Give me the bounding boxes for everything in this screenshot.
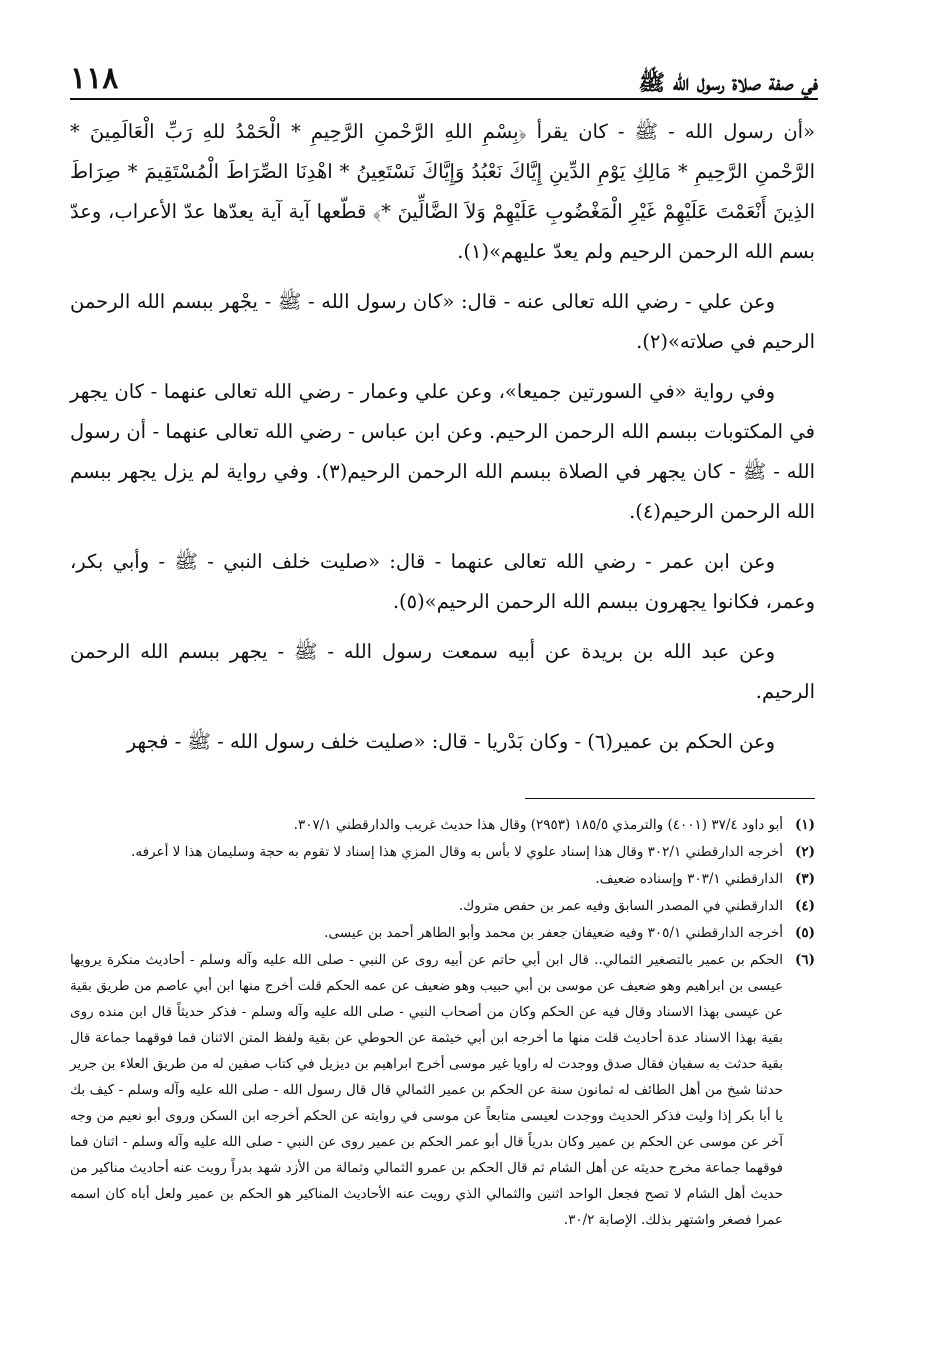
footnote xyxy=(70,866,815,892)
footnote xyxy=(70,839,815,865)
page-number: ١١٨ xyxy=(70,61,119,96)
paragraph-buraydah-hadith: وعن عبد الله بن بريدة عن أبيه سمعت رسول الله - ﷺ - يجهر ببسم الله الرحمن الرحيم. xyxy=(70,640,815,703)
footnote-text: أخرجه الدارقطني ٣٠٢/١ وقال هذا إسناد علوي لا بأس به وقال المزي هذا إسناد لا تقوم به حجة وسليمان هذا لا أعرفه. xyxy=(131,844,783,860)
footnote xyxy=(70,893,815,919)
paragraph-ali-hadith: وعن علي - رضي الله تعالى عنه - قال: «كان رسول الله - ﷺ - يجْهر ببسم الله الرحمن الرحيم في صلاته»(٢). xyxy=(70,290,815,353)
footnote-number: (٢) xyxy=(794,844,815,860)
main-text xyxy=(70,112,815,772)
footnote-number: (٦) xyxy=(794,952,815,968)
footnote xyxy=(70,920,815,946)
paragraph-two-surahs-riwaya: وفي رواية «في السورتين جميعا»، وعن علي وعمار - رضي الله تعالى عنهما - كان يجهر في المكتوبات ببسم الله الرحمن الرحيم. وعن ابن عباس - رضي الله تعالى عنهما - أن رسول الله - ﷺ - كان يجهر في الصلاة ببسم الله الرحمن الرحيم(٣). وفي رواية لم يزل يجهر ببسم الله الرحمن الرحيم(٤). xyxy=(70,380,816,523)
paragraph-hakam-hadith: وعن الحكم بن عمير(٦) - وكان بَدْريا - قال: «صليت خلف رسول الله - ﷺ - فجهر xyxy=(126,730,775,753)
footnote-number: (١) xyxy=(794,817,815,833)
footnote-text: الدارقطني ٣٠٣/١ وإسناده ضعيف. xyxy=(595,871,783,887)
footnote xyxy=(70,947,815,1233)
footnote-number: (٣) xyxy=(794,871,815,887)
paragraph-ibn-umar-hadith: وعن ابن عمر - رضي الله تعالى عنهما - قال: «صليت خلف النبي - ﷺ - وأبي بكر، وعمر، فكانوا يجهرون ببسم الله الرحمن الرحيم»(٥). xyxy=(70,550,815,613)
footnote-separator xyxy=(525,798,815,799)
running-title: في صفة صلاة رسول الله ﷺ xyxy=(638,70,818,96)
footnote-text: الدارقطني في المصدر السابق وفيه عمر بن حفص متروك. xyxy=(458,898,783,914)
footnote xyxy=(70,812,815,838)
footnote-text: الحكم بن عمير بالتصغير الثمالي.. قال ابن أبي حاتم عن أبيه روى عن النبي - صلى الله عليه وآله وسلم - أحاديث منكرة يرويها عيسى بن ابراهيم وهو ضعيف عن موسى بن أبي حبيب وهو ضعيف عن عمه الحكم قلت أخرج منها ابن أبي عاصم من طريق بقية عن عيسى بهذا الاسناد وقال فيه عن الحكم وكان من أصحاب النبي - صلى الله عليه وآله وسلم - فذكر حديثاً قال ابن منده روى بقية بهذا الاسناد عدة أحاديث قلت منها ما أخرجه ابن أبي خيثمة عن الحوطي عن بقية ولفظ المتن الاثنان فما فوقهما جماعة قال بقية حدثت به سفيان فقال صدق ووجدت له راويا غير موسى أخرج ابراهيم بن ديزيل في كتاب صفين له من طريق العلاء بن جرير حدثنا شيخ من أهل الطائف له ثمانون سنة عن الحكم بن عمير الثمالي قال قال رسول الله - صلى الله عليه وآله وسلم - كيف بك يا أبا بكر إذا وليت فذكر الحديث ووجدت لعيسى متابعاً عن موسى في روايته عن الحكم أخرجه ابن السكن وروى أبو نعيم من وجه آخر عن موسى عن الحكم بن عمير وكان بدرياً قال أبو عمر الحكم بن عمير روى عن النبي - صلى الله عليه وآله وسلم - اثنان فما فوقهما جماعة مخرج حديثه عن أهل الشام ثم قال الحكم بن عمرو الثمالي وثمالة من الأزد شهد بدراً رويت عنه أحاديث مناكير من حديث أهل الشام لا تصح فجعل الواحد اثنين والثمالي الذي رويت عنه الأحاديث المناكير هو الحكم بن عمير ولعل أباه كان اسمه عمرا فصغر واشتهر بذلك. الإصابة ٣٠/٢. xyxy=(70,952,783,1228)
footnote-text: أخرجه الدارقطني ٣٠٥/١ وفيه ضعيفان جعفر بن محمد وأبو الطاهر أحمد بن عيسى. xyxy=(324,925,783,941)
footnotes xyxy=(70,812,815,1234)
footnote-number: (٤) xyxy=(794,898,815,914)
running-header xyxy=(70,52,818,100)
footnote-text: أبو داود ٣٧/٤ (٤٠٠١) والترمذي ١٨٥/٥ (٢٩٥٣) وقال هذا حديث غريب والدارقطني ٣٠٧/١. xyxy=(293,817,783,833)
footnote-number: (٥) xyxy=(794,925,815,941)
paragraph-fatiha-hadith: «أن رسول الله - ﷺ - كان يقرأ ﴿بِسْمِ اللهِ الرَّحْمنِ الرَّحِيمِ * الْحَمْدُ للهِ رَبِّ الْعَالَمِينَ * الرَّحْمنِ الرَّحِيمِ * مَالِكِ يَوْمِ الدِّينِ إِيَّاكَ نَعْبُدُ وَإِيَّاكَ نَسْتَعِينُ * اهْدِنَا الصِّرَاطَ الْمُسْتَقِيمَ * صِرَاطَ الذِينَ أَنْعَمْتَ عَلَيْهِمْ غَيْرِ الْمَغْضُوبِ عَلَيْهِمْ وَلاَ الضَّالِّينَ *﴾ قطّعها آية آية يعدّها عدّ الأعراب، وعدّ بسم الله الرحمن الرحيم ولم يعدّ عليهم»(١). xyxy=(70,120,815,263)
